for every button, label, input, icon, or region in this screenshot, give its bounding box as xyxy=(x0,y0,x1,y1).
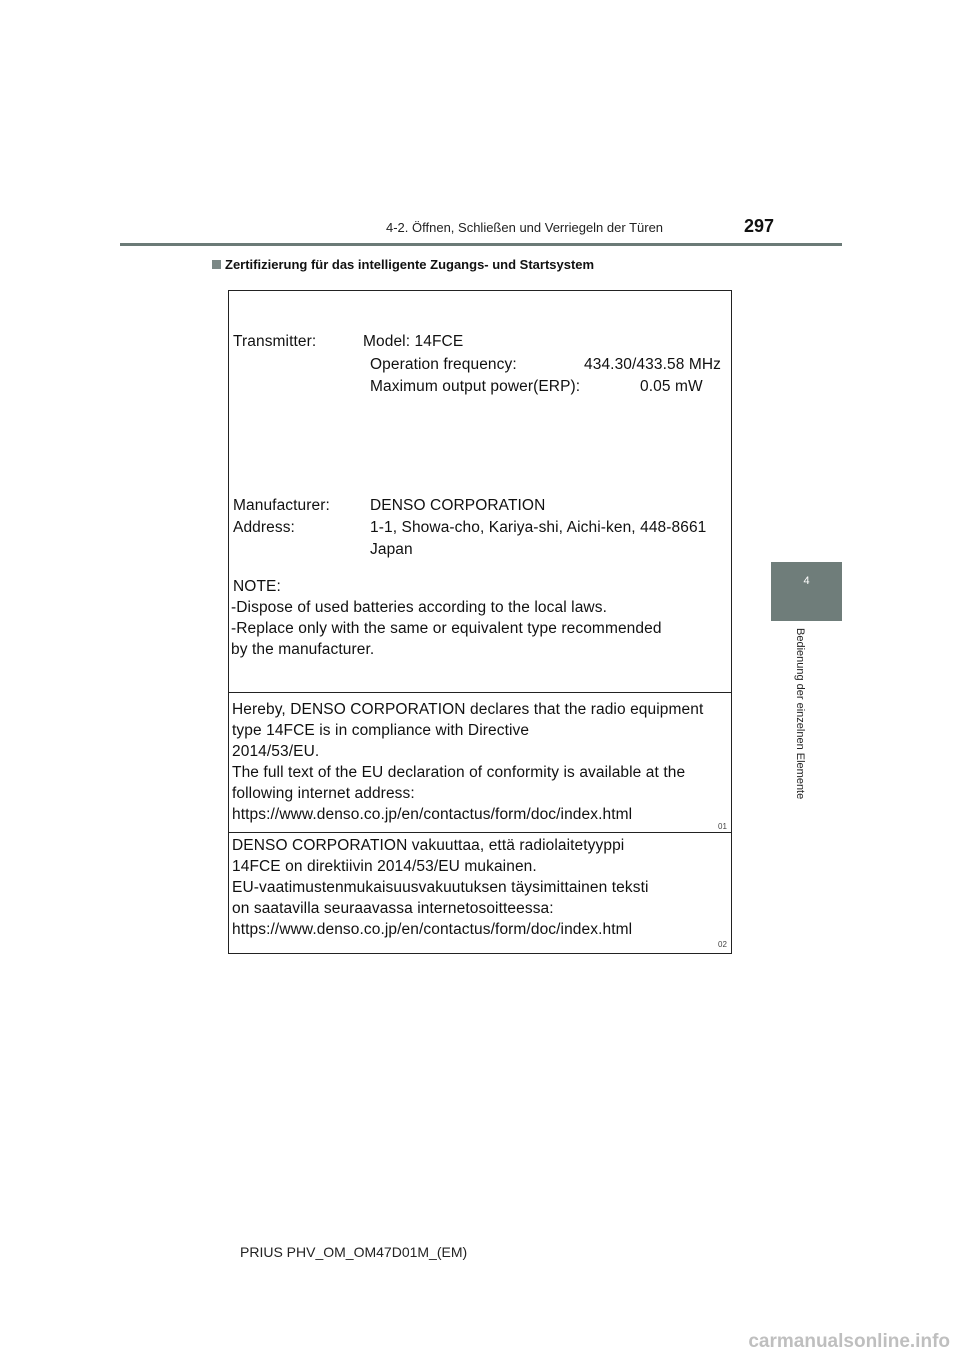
transmitter-label: Transmitter: xyxy=(233,333,317,350)
max-output-label: Maximum output power(ERP): xyxy=(370,378,581,395)
section-heading-text: Zertifizierung für das intelligente Zugangs- und Startsystem xyxy=(225,257,595,272)
eu-en-marker: 01 xyxy=(718,822,727,831)
eu-fi-line: EU-vaatimustenmukaisuusvakuutuksen täysimittainen teksti xyxy=(232,879,649,896)
max-output-value: 0.05 mW xyxy=(640,378,703,395)
divider-line xyxy=(229,692,731,693)
eu-fi-line: on saatavilla seuraavassa internetosoitteessa: xyxy=(232,900,554,917)
model-value: Model: 14FCE xyxy=(363,333,464,350)
manufacturer-value: DENSO CORPORATION xyxy=(370,497,546,514)
note-title: NOTE: xyxy=(233,578,281,595)
address-line-2: Japan xyxy=(370,541,413,558)
section-heading xyxy=(212,257,594,272)
chapter-side-label: Bedienung der einzelnen Elemente xyxy=(794,628,806,800)
note-line-2: -Replace only with the same or equivalent type recommended xyxy=(231,620,662,637)
address-line-1: 1-1, Showa-cho, Kariya-shi, Aichi-ken, 448-8661 xyxy=(370,519,707,536)
eu-en-line: following internet address: xyxy=(232,785,415,802)
eu-en-line: Hereby, DENSO CORPORATION declares that the radio equipment xyxy=(232,701,704,718)
eu-fi-line: 14FCE on direktiivin 2014/53/EU mukainen. xyxy=(232,858,537,875)
address-label: Address: xyxy=(233,519,295,536)
note-line-1: -Dispose of used batteries according to the local laws. xyxy=(231,599,607,616)
document-code: PRIUS PHV_OM_OM47D01M_(EM) xyxy=(240,1244,468,1260)
eu-fi-url: https://www.denso.co.jp/en/contactus/form/doc/index.html xyxy=(232,921,633,938)
watermark: carmanualsonline.info xyxy=(748,1331,950,1352)
eu-fi-marker: 02 xyxy=(718,940,727,949)
eu-en-line: 2014/53/EU. xyxy=(232,743,320,760)
note-line-3: by the manufacturer. xyxy=(231,641,375,658)
page-number: 297 xyxy=(744,216,775,236)
divider-line xyxy=(229,832,731,833)
operation-frequency-label: Operation frequency: xyxy=(370,356,517,373)
eu-en-line: type 14FCE is in compliance with Directive xyxy=(232,722,530,739)
chapter-tab-number: 4 xyxy=(803,575,810,587)
square-bullet-icon xyxy=(212,260,221,269)
certification-label-image xyxy=(228,290,732,954)
eu-en-line: The full text of the EU declaration of conformity is available at the xyxy=(232,764,686,781)
chapter-header: 4-2. Öffnen, Schließen und Verriegeln der Türen xyxy=(386,220,664,235)
eu-fi-line: DENSO CORPORATION vakuuttaa, että radiolaitetyyppi xyxy=(232,837,625,854)
manufacturer-label: Manufacturer: xyxy=(233,497,330,514)
operation-frequency-value: 434.30/433.58 MHz xyxy=(584,356,721,373)
header-rule xyxy=(120,243,842,246)
eu-en-url: https://www.denso.co.jp/en/contactus/form/doc/index.html xyxy=(232,806,633,823)
chapter-tab xyxy=(771,562,842,621)
